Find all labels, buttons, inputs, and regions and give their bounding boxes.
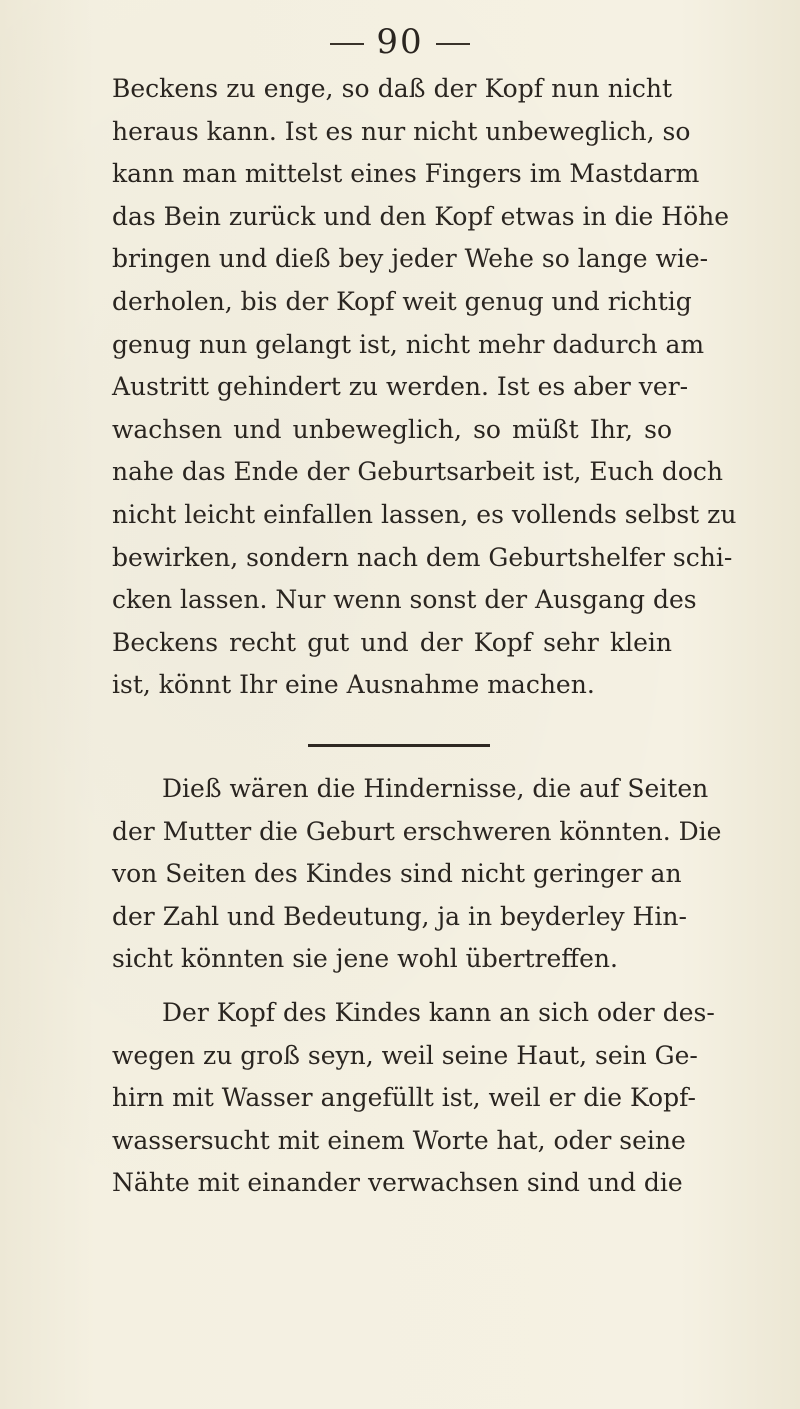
text-line: kann man mittelst eines Fingers im Mastdarm bbox=[112, 159, 700, 189]
text-line: wassersucht mit einem Worte hat, oder seine bbox=[112, 1125, 686, 1155]
text-line: cken lassen. Nur wenn sonst der Ausgang des bbox=[112, 585, 697, 615]
text-line: hirn mit Wasser angefüllt ist, weil er die Kopf- bbox=[112, 1083, 696, 1113]
text-line: heraus kann. Ist es nur nicht unbeweglich, so bbox=[112, 116, 691, 146]
text-line: Beckens recht gut und der Kopf sehr klein bbox=[112, 627, 672, 657]
right-ornament-dash bbox=[436, 43, 470, 45]
text-line: bewirken, sondern nach dem Geburtshelfer schi- bbox=[112, 542, 733, 572]
text-line: der Mutter die Geburt erschweren könnten. Die bbox=[112, 816, 722, 846]
text-line: das Bein zurück und den Kopf etwas in die Höhe bbox=[112, 201, 730, 231]
paragraph-1 bbox=[112, 68, 737, 707]
text-line: nahe das Ende der Geburtsarbeit ist, Euch doch bbox=[112, 457, 723, 487]
text-line: wachsen und unbeweglich, so müßt Ihr, so bbox=[112, 414, 672, 444]
page-number-header bbox=[0, 22, 800, 62]
text-line: derholen, bis der Kopf weit genug und richtig bbox=[112, 286, 692, 316]
text-line: nicht leicht einfallen lassen, es vollends selbst zu bbox=[112, 499, 737, 529]
text-line: bringen und dieß bey jeder Wehe so lange wie- bbox=[112, 244, 709, 274]
left-ornament-dash bbox=[330, 43, 364, 45]
text-line: Dieß wären die Hindernisse, die auf Seiten bbox=[162, 774, 709, 803]
section-divider-rule bbox=[308, 744, 490, 747]
text-line: Nähte mit einander verwachsen sind und die bbox=[112, 1168, 683, 1198]
text-line: genug nun gelangt ist, nicht mehr dadurch am bbox=[112, 329, 705, 359]
paragraph-3 bbox=[112, 992, 715, 1205]
text-line: der Zahl und Bedeutung, ja in beyderley Hin- bbox=[112, 901, 687, 931]
text-line: sicht könnten sie jene wohl übertreffen. bbox=[112, 944, 618, 974]
text-line: wegen zu groß seyn, weil seine Haut, sein Ge- bbox=[112, 1040, 698, 1070]
text-line: Austritt gehindert zu werden. Ist es aber ver- bbox=[112, 372, 689, 402]
paragraph-2 bbox=[112, 768, 722, 981]
text-line: ist, könnt Ihr eine Ausnahme machen. bbox=[112, 670, 595, 700]
text-line: Der Kopf des Kindes kann an sich oder des- bbox=[162, 998, 715, 1027]
page-number: 90 bbox=[376, 22, 424, 62]
text-line: Beckens zu enge, so daß der Kopf nun nicht bbox=[112, 74, 672, 103]
text-line: von Seiten des Kindes sind nicht geringer an bbox=[112, 859, 682, 889]
